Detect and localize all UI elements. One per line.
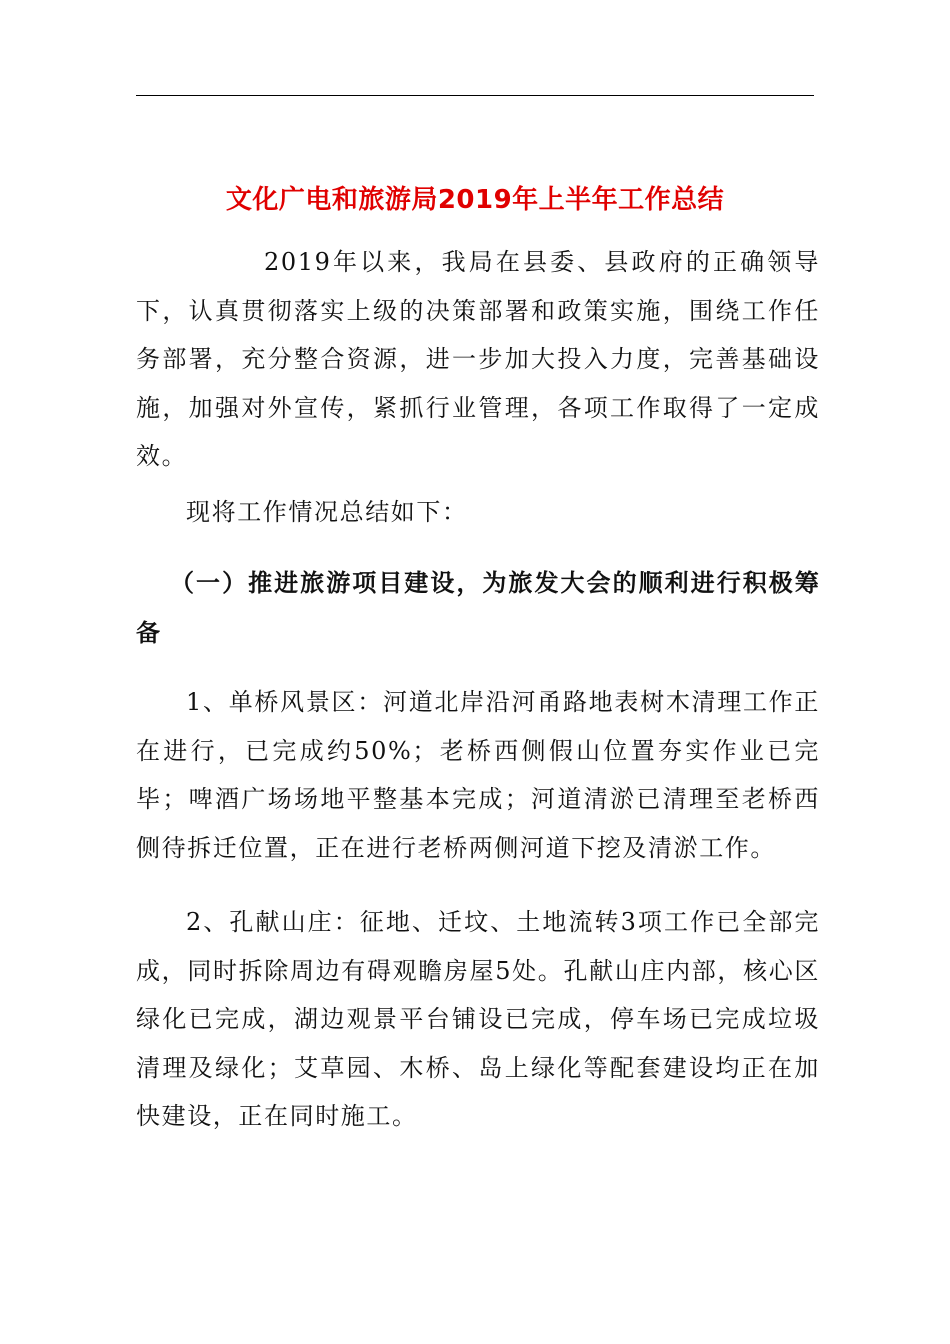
list-item-1: 1、单桥风景区：河道北岸沿河甬路地表树木清理工作正在进行，已完成约50%；老桥西侧假山位置夯实作业已完毕；啤酒广场场地平整基本完成；河道清淤已清理至老桥西侧待拆迁位置，正在进行老桥两侧河道下挖及清淤工作。	[136, 688, 820, 862]
lead-paragraph: 现将工作情况总结如下：	[186, 498, 468, 526]
header-rule	[136, 95, 814, 96]
list-item-2: 2、孔献山庄：征地、迁坟、土地流转3项工作已全部完成，同时拆除周边有碍观瞻房屋5处。孔献山庄内部，核心区绿化已完成，湖边观景平台铺设已完成，停车场已完成垃圾清理及绿化；艾草园、木桥、岛上绿化等配套建设均正在加快建设，正在同时施工。	[136, 908, 820, 1130]
document-title: 文化广电和旅游局2019年上半年工作总结	[225, 185, 725, 215]
section-heading: （一）推进旅游项目建设，为旅发大会的顺利进行积极筹备	[136, 569, 820, 647]
intro-paragraph: 2019年以来，我局在县委、县政府的正确领导下，认真贯彻落实上级的决策部署和政策实施，围绕工作任务部署，充分整合资源，进一步加大投入力度，完善基础设施，加强对外宣传，紧抓行业管理，各项工作取得了一定成效。	[136, 248, 820, 470]
